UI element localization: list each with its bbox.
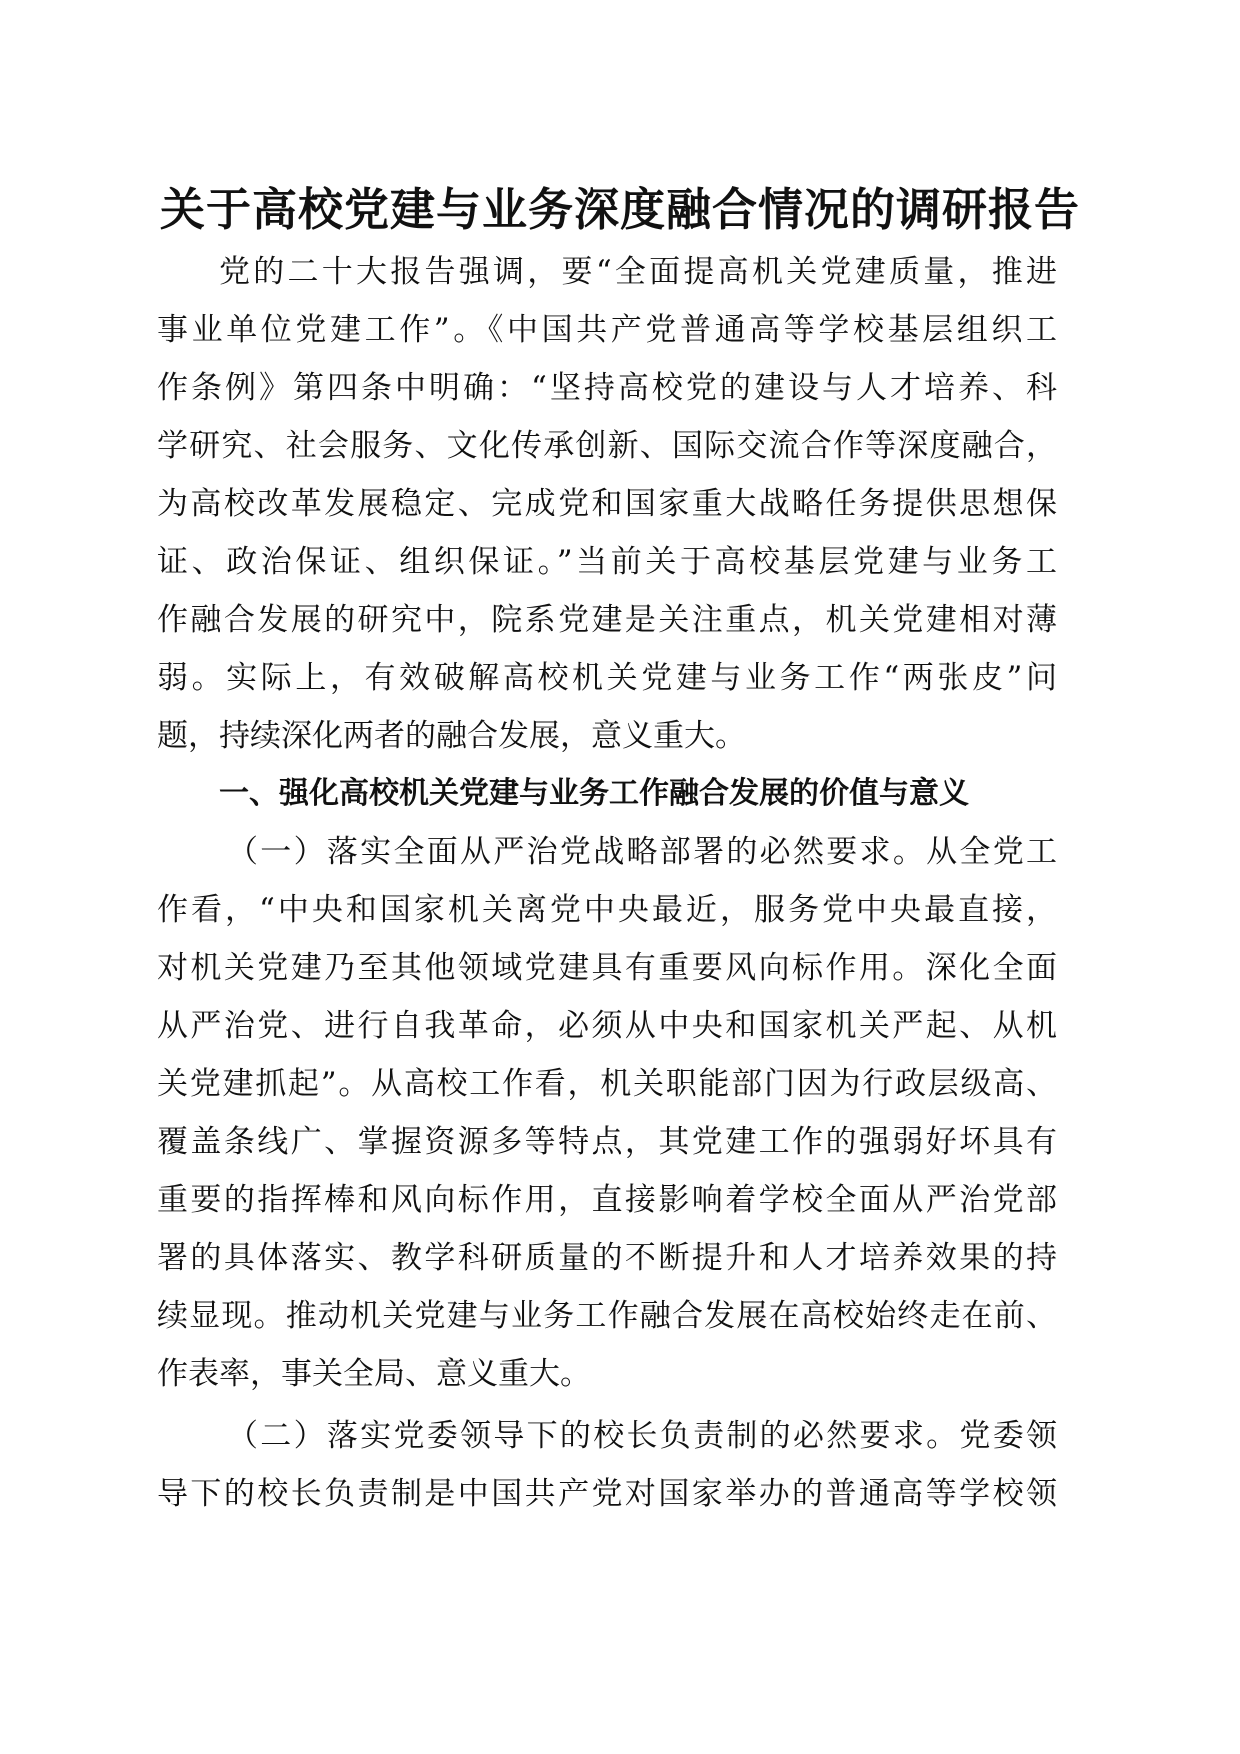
- section-heading: 一、强化高校机关党建与业务工作融合发展的价值与意义: [219, 776, 969, 811]
- text-line: 导下的校长负责制是中国共产党对国家举办的普通高等学校领: [157, 1476, 1057, 1512]
- text-line: 续显现。推动机关党建与业务工作融合发展在高校始终走在前、: [157, 1298, 1057, 1334]
- paragraph-section-1-1: [157, 823, 1057, 1403]
- text-line: （一）落实全面从严治党战略部署的必然要求。从全党工: [227, 834, 1057, 870]
- text-line: 证、政治保证、组织保证。”当前关于高校基层党建与业务工: [157, 544, 1057, 580]
- text-line: 学研究、社会服务、文化传承创新、国际交流合作等深度融合，: [157, 428, 1057, 464]
- text-line: 作融合发展的研究中，院系党建是关注重点，机关党建相对薄: [157, 602, 1057, 638]
- text-line: 事业单位党建工作”。《中国共产党普通高等学校基层组织工: [157, 312, 1057, 348]
- text-line: 作条例》第四条中明确：“坚持高校党的建设与人才培养、科: [157, 370, 1057, 406]
- text-line: 弱。实际上，有效破解高校机关党建与业务工作“两张皮”问: [157, 660, 1057, 696]
- text-line: 作看，“中央和国家机关离党中央最近，服务党中央最直接，: [157, 892, 1057, 928]
- text-line: 题，持续深化两者的融合发展，意义重大。: [157, 718, 746, 754]
- text-line: 对机关党建乃至其他领域党建具有重要风向标作用。深化全面: [157, 950, 1057, 986]
- text-line: 为高校改革发展稳定、完成党和国家重大战略任务提供思想保: [157, 486, 1057, 522]
- text-line: 重要的指挥棒和风向标作用，直接影响着学校全面从严治党部: [157, 1182, 1057, 1218]
- section-heading-1: [157, 765, 1057, 823]
- text-line: 署的具体落实、教学科研质量的不断提升和人才培养效果的持: [157, 1240, 1057, 1276]
- text-line: 从严治党、进行自我革命，必须从中央和国家机关严起、从机: [157, 1008, 1057, 1044]
- text-line: 覆盖条线广、掌握资源多等特点，其党建工作的强弱好坏具有: [157, 1124, 1057, 1160]
- text-line: （二）落实党委领导下的校长负责制的必然要求。党委领: [227, 1418, 1057, 1454]
- text-line: 作表率，事关全局、意义重大。: [157, 1356, 591, 1392]
- paragraph-intro: [157, 243, 1057, 765]
- paragraph-section-1-2: [157, 1407, 1057, 1523]
- document-title: 关于高校党建与业务深度融合情况的调研报告: [159, 183, 1080, 236]
- text-line: 党的二十大报告强调，要“全面提高机关党建质量，推进: [219, 254, 1057, 290]
- text-line: 关党建抓起”。从高校工作看，机关职能部门因为行政层级高、: [157, 1066, 1057, 1102]
